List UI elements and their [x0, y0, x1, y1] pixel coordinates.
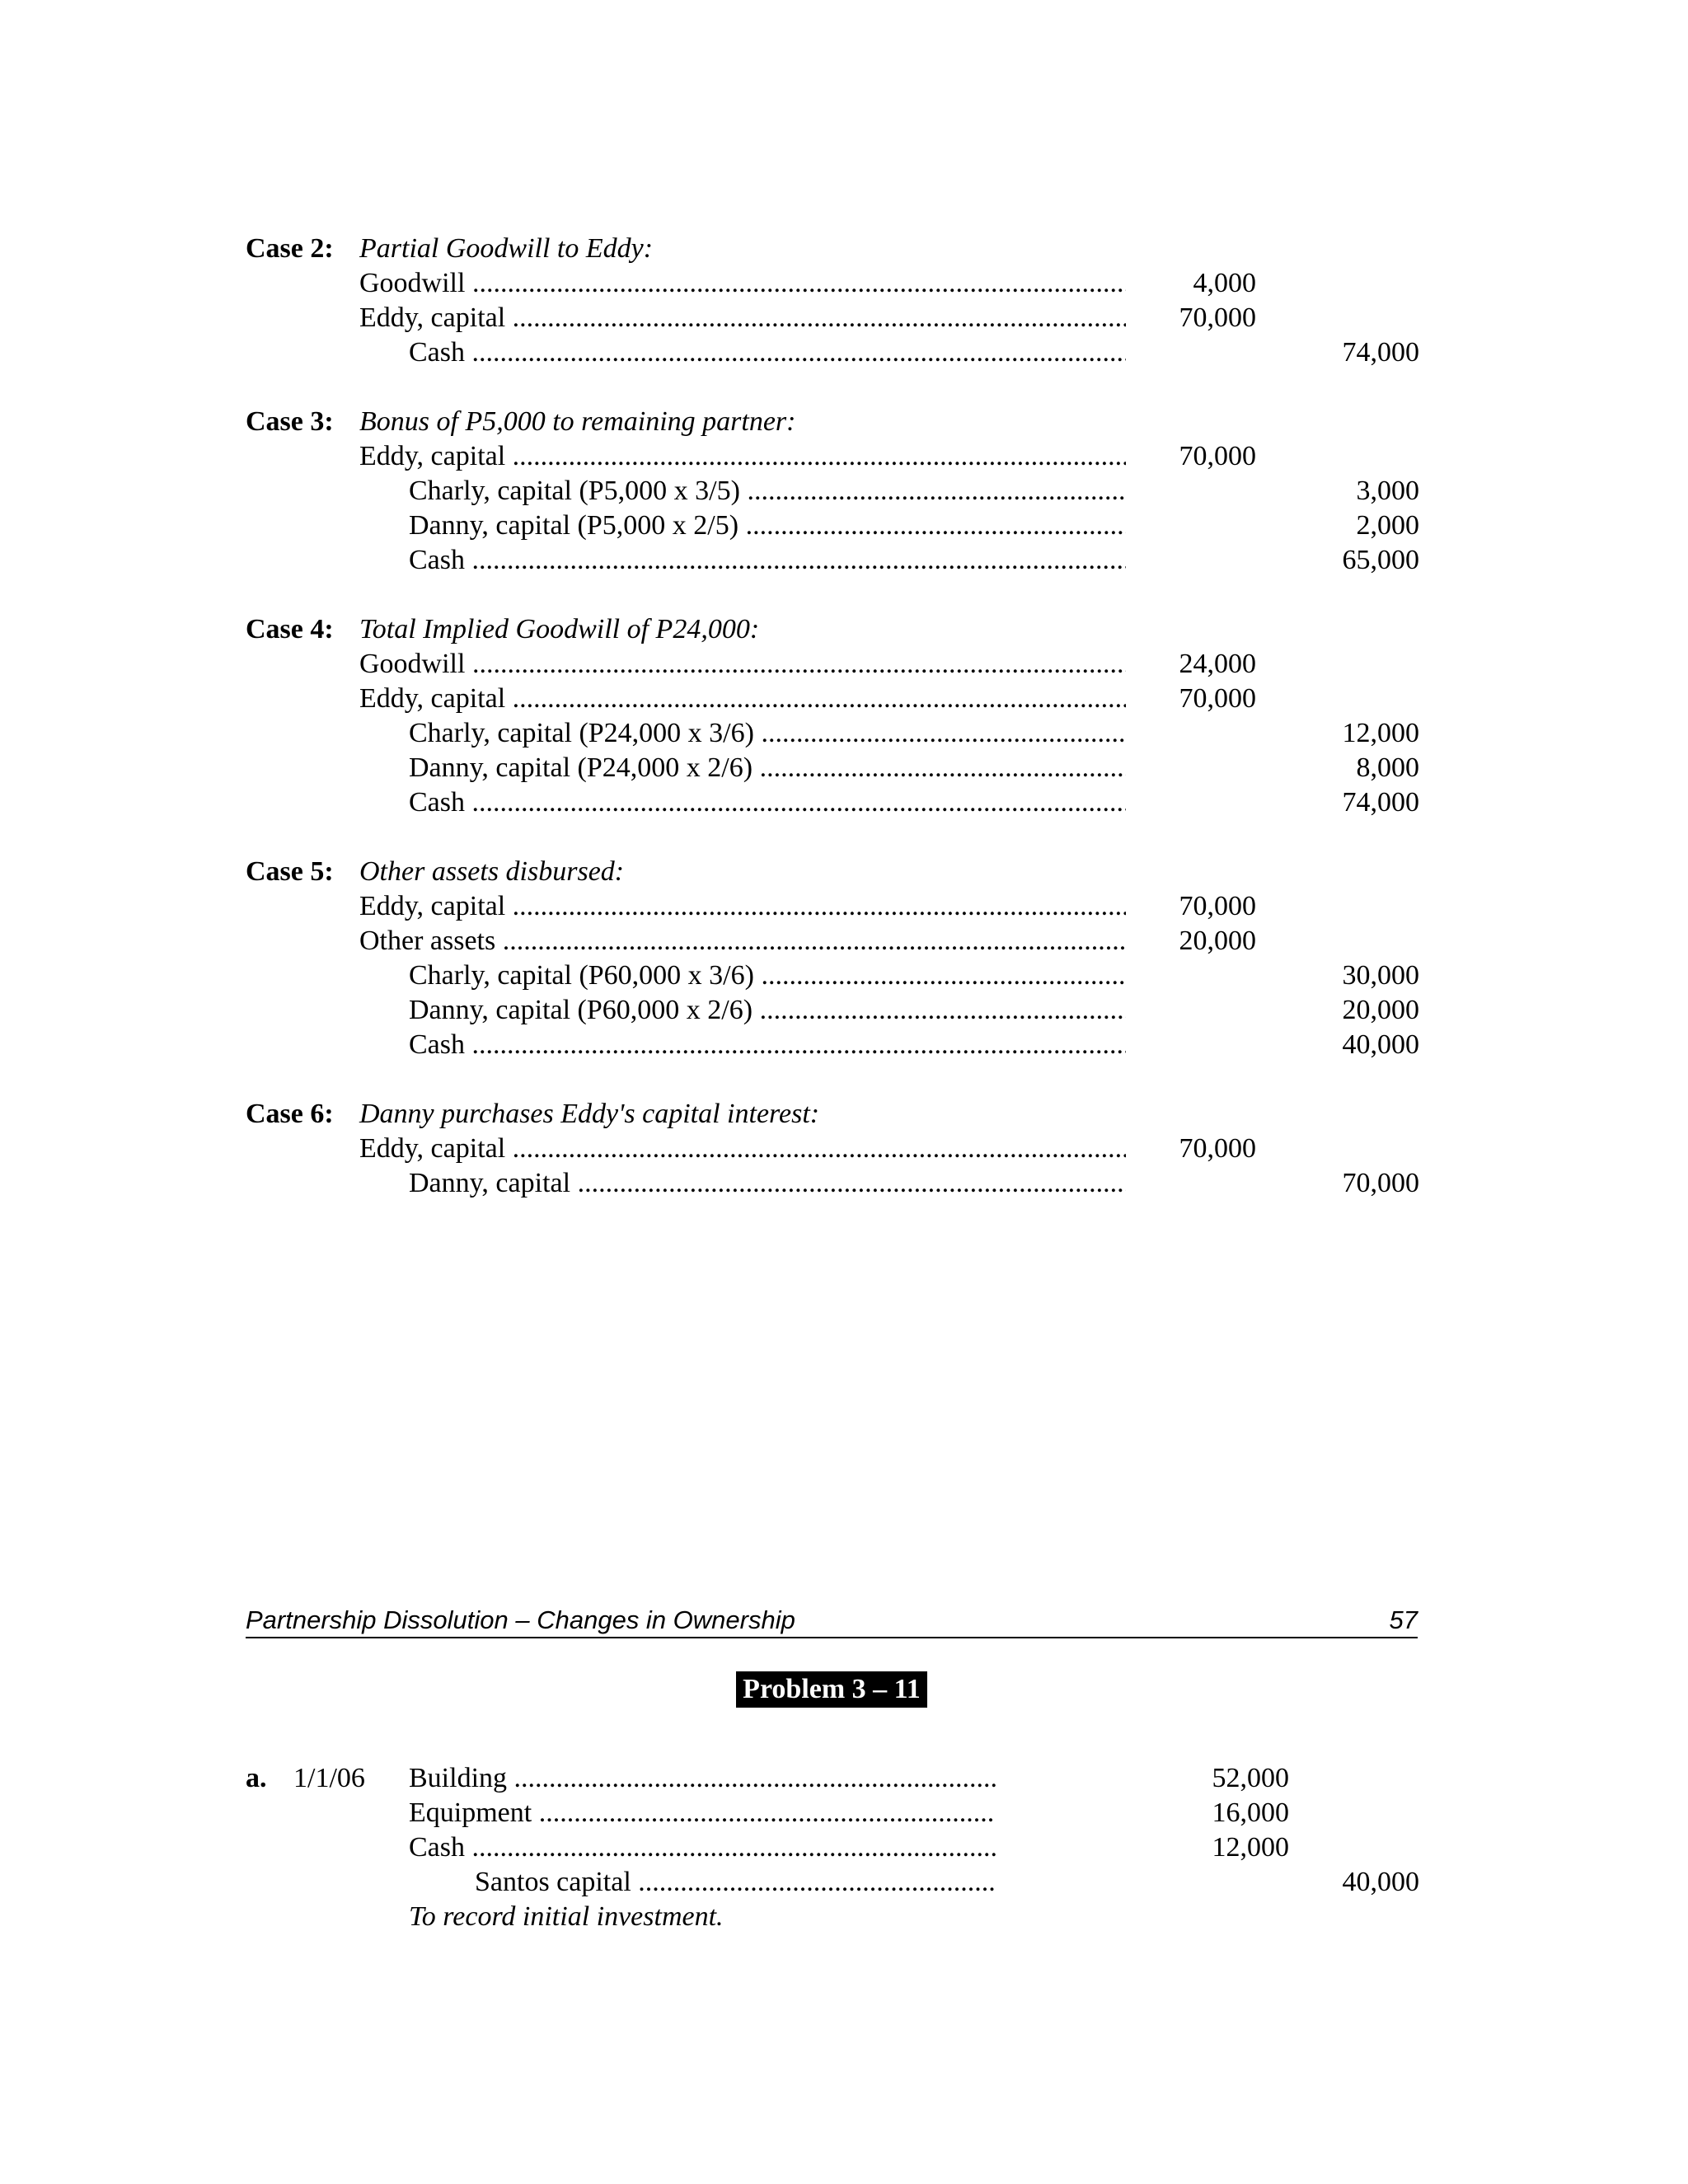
debit-amount: 70,000	[1179, 891, 1256, 921]
entry-line-desc: Eddy, capital .....	[359, 439, 1126, 474]
credit-amount: 2,000	[1356, 510, 1419, 541]
entry-line-desc: Other assets .....	[359, 924, 1126, 958]
entry-line-desc: Danny, capital (P60,000 x 2/6) .....	[409, 993, 1126, 1028]
entry-line-desc: Danny, capital .....	[409, 1166, 1126, 1201]
entry-line-desc: Charly, capital (P60,000 x 3/6) .....	[409, 958, 1126, 993]
debit-amount: 70,000	[1179, 441, 1256, 471]
entry-line-desc: Cash .....	[409, 1028, 1126, 1062]
entry-line-desc: Cash .....	[409, 335, 1126, 370]
credit-amount: 12,000	[1342, 718, 1419, 748]
entry-line-desc: Cash .....	[409, 1830, 996, 1865]
case-label: Case 2:	[246, 233, 334, 264]
debit-amount: 70,000	[1179, 302, 1256, 333]
debit-amount: 24,000	[1179, 649, 1256, 679]
case-title: Other assets disbursed:	[359, 856, 625, 887]
credit-amount: 70,000	[1342, 1168, 1419, 1198]
entry-line-desc: Eddy, capital .....	[359, 889, 1126, 924]
entry-line-desc: Eddy, capital .....	[359, 682, 1126, 716]
entry-line-desc: Cash .....	[409, 543, 1126, 578]
part-label: a.	[246, 1763, 267, 1793]
credit-amount: 20,000	[1342, 995, 1419, 1025]
debit-amount: 16,000	[1212, 1797, 1289, 1828]
entry-line-desc: Building .....	[409, 1761, 996, 1796]
entry-line-desc: Goodwill .....	[359, 266, 1126, 301]
credit-amount: 74,000	[1342, 787, 1419, 818]
entry-line-desc: Charly, capital (P24,000 x 3/6) .....	[409, 716, 1126, 751]
credit-amount: 8,000	[1356, 752, 1419, 783]
case-title: Danny purchases Eddy's capital interest:	[359, 1099, 820, 1129]
entry-explanation: To record initial investment.	[409, 1901, 724, 1932]
page-footer	[246, 1604, 1418, 1638]
credit-amount: 40,000	[1342, 1867, 1419, 1897]
case-title: Total Implied Goodwill of P24,000:	[359, 614, 760, 644]
credit-amount: 40,000	[1342, 1029, 1419, 1060]
entry-line-desc: Cash .....	[409, 785, 1126, 820]
credit-amount: 65,000	[1342, 545, 1419, 575]
debit-amount: 70,000	[1179, 1133, 1256, 1164]
entry-line-desc: Equipment .....	[409, 1796, 996, 1830]
entry-line-desc: Danny, capital (P5,000 x 2/5) .....	[409, 509, 1126, 543]
page-number: 57	[1389, 1605, 1418, 1634]
credit-amount: 74,000	[1342, 337, 1419, 368]
entry-date: 1/1/06	[293, 1763, 365, 1793]
footer-title: Partnership Dissolution – Changes in Ownership	[246, 1605, 795, 1634]
entry-line-desc: Charly, capital (P5,000 x 3/5) .....	[409, 474, 1126, 509]
case-label: Case 3:	[246, 406, 334, 437]
debit-amount: 4,000	[1193, 268, 1256, 298]
case-label: Case 5:	[246, 856, 334, 887]
case-label: Case 6:	[246, 1099, 334, 1129]
credit-amount: 3,000	[1356, 476, 1419, 506]
entry-line-desc: Goodwill .....	[359, 647, 1126, 682]
case-label: Case 4:	[246, 614, 334, 644]
entry-line-desc: Eddy, capital .....	[359, 301, 1126, 335]
debit-amount: 70,000	[1179, 683, 1256, 714]
case-title: Partial Goodwill to Eddy:	[359, 233, 654, 264]
debit-amount: 12,000	[1212, 1832, 1289, 1863]
entry-line-desc: Eddy, capital .....	[359, 1132, 1126, 1166]
case-title: Bonus of P5,000 to remaining partner:	[359, 406, 796, 437]
entry-line-desc: Santos capital .....	[475, 1865, 996, 1900]
debit-amount: 52,000	[1212, 1763, 1289, 1793]
credit-amount: 30,000	[1342, 960, 1419, 991]
problem-heading: Problem 3 – 11	[736, 1671, 927, 1708]
debit-amount: 20,000	[1179, 926, 1256, 956]
entry-line-desc: Danny, capital (P24,000 x 2/6) .....	[409, 751, 1126, 785]
